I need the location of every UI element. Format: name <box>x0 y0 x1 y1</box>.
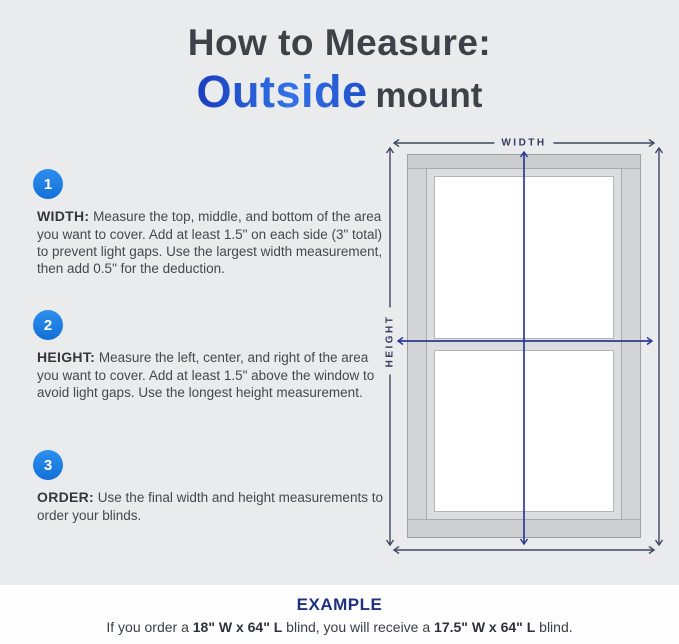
step-2-number-badge: 2 <box>33 310 63 340</box>
example-ordered-size: 18" W x 64" L <box>192 619 283 635</box>
example-sentence <box>0 619 679 635</box>
step-1-label: WIDTH: <box>37 208 90 224</box>
example-part-1: If you order a <box>106 619 193 635</box>
step-1-width <box>37 169 387 278</box>
window-head-casing <box>408 155 640 169</box>
window-pane-top <box>434 176 614 339</box>
step-2-text <box>37 349 387 401</box>
step-1-text <box>37 208 387 278</box>
step-3-label: ORDER: <box>37 489 95 505</box>
title-accent-outside: Outside <box>196 66 368 117</box>
example-received-size: 17.5" W x 64" L <box>434 619 536 635</box>
window-illustration <box>407 154 641 538</box>
step-3-body: Use the final width and height measurements to order your blinds. <box>37 490 383 523</box>
example-part-2: blind, you will receive a <box>282 619 435 635</box>
window-pane-bottom <box>434 350 614 512</box>
window-measurement-diagram <box>378 131 672 561</box>
width-measure-label: WIDTH <box>494 138 553 149</box>
example-part-3: blind. <box>535 619 573 635</box>
window-sill <box>408 519 640 537</box>
step-1-number-badge: 1 <box>33 169 63 199</box>
page-title <box>0 22 679 117</box>
step-3-text <box>37 489 387 524</box>
window-sash-frame <box>426 168 622 520</box>
title-rest-mount: mount <box>375 76 483 115</box>
title-line-1: How to Measure: <box>187 22 492 63</box>
step-3-order <box>37 450 387 524</box>
example-footer <box>0 585 679 644</box>
step-2-label: HEIGHT: <box>37 349 96 365</box>
height-measure-label: HEIGHT <box>385 308 396 375</box>
window-middle-rail <box>434 339 614 350</box>
step-3-number-badge: 3 <box>33 450 63 480</box>
step-2-height <box>37 310 387 401</box>
title-line-2 <box>0 66 679 117</box>
step-1-body: Measure the top, middle, and bottom of the area you want to cover. Add at least 1.5" on each side (3" total) to prevent light gaps. Use the largest width measurement, then add 0.5" for the deduction. <box>37 209 383 277</box>
step-2-body: Measure the left, center, and right of the area you want to cover. Add at least 1.5" above the window to avoid light gaps. Use the longest height measurement. <box>37 350 375 401</box>
example-heading: EXAMPLE <box>296 595 383 614</box>
